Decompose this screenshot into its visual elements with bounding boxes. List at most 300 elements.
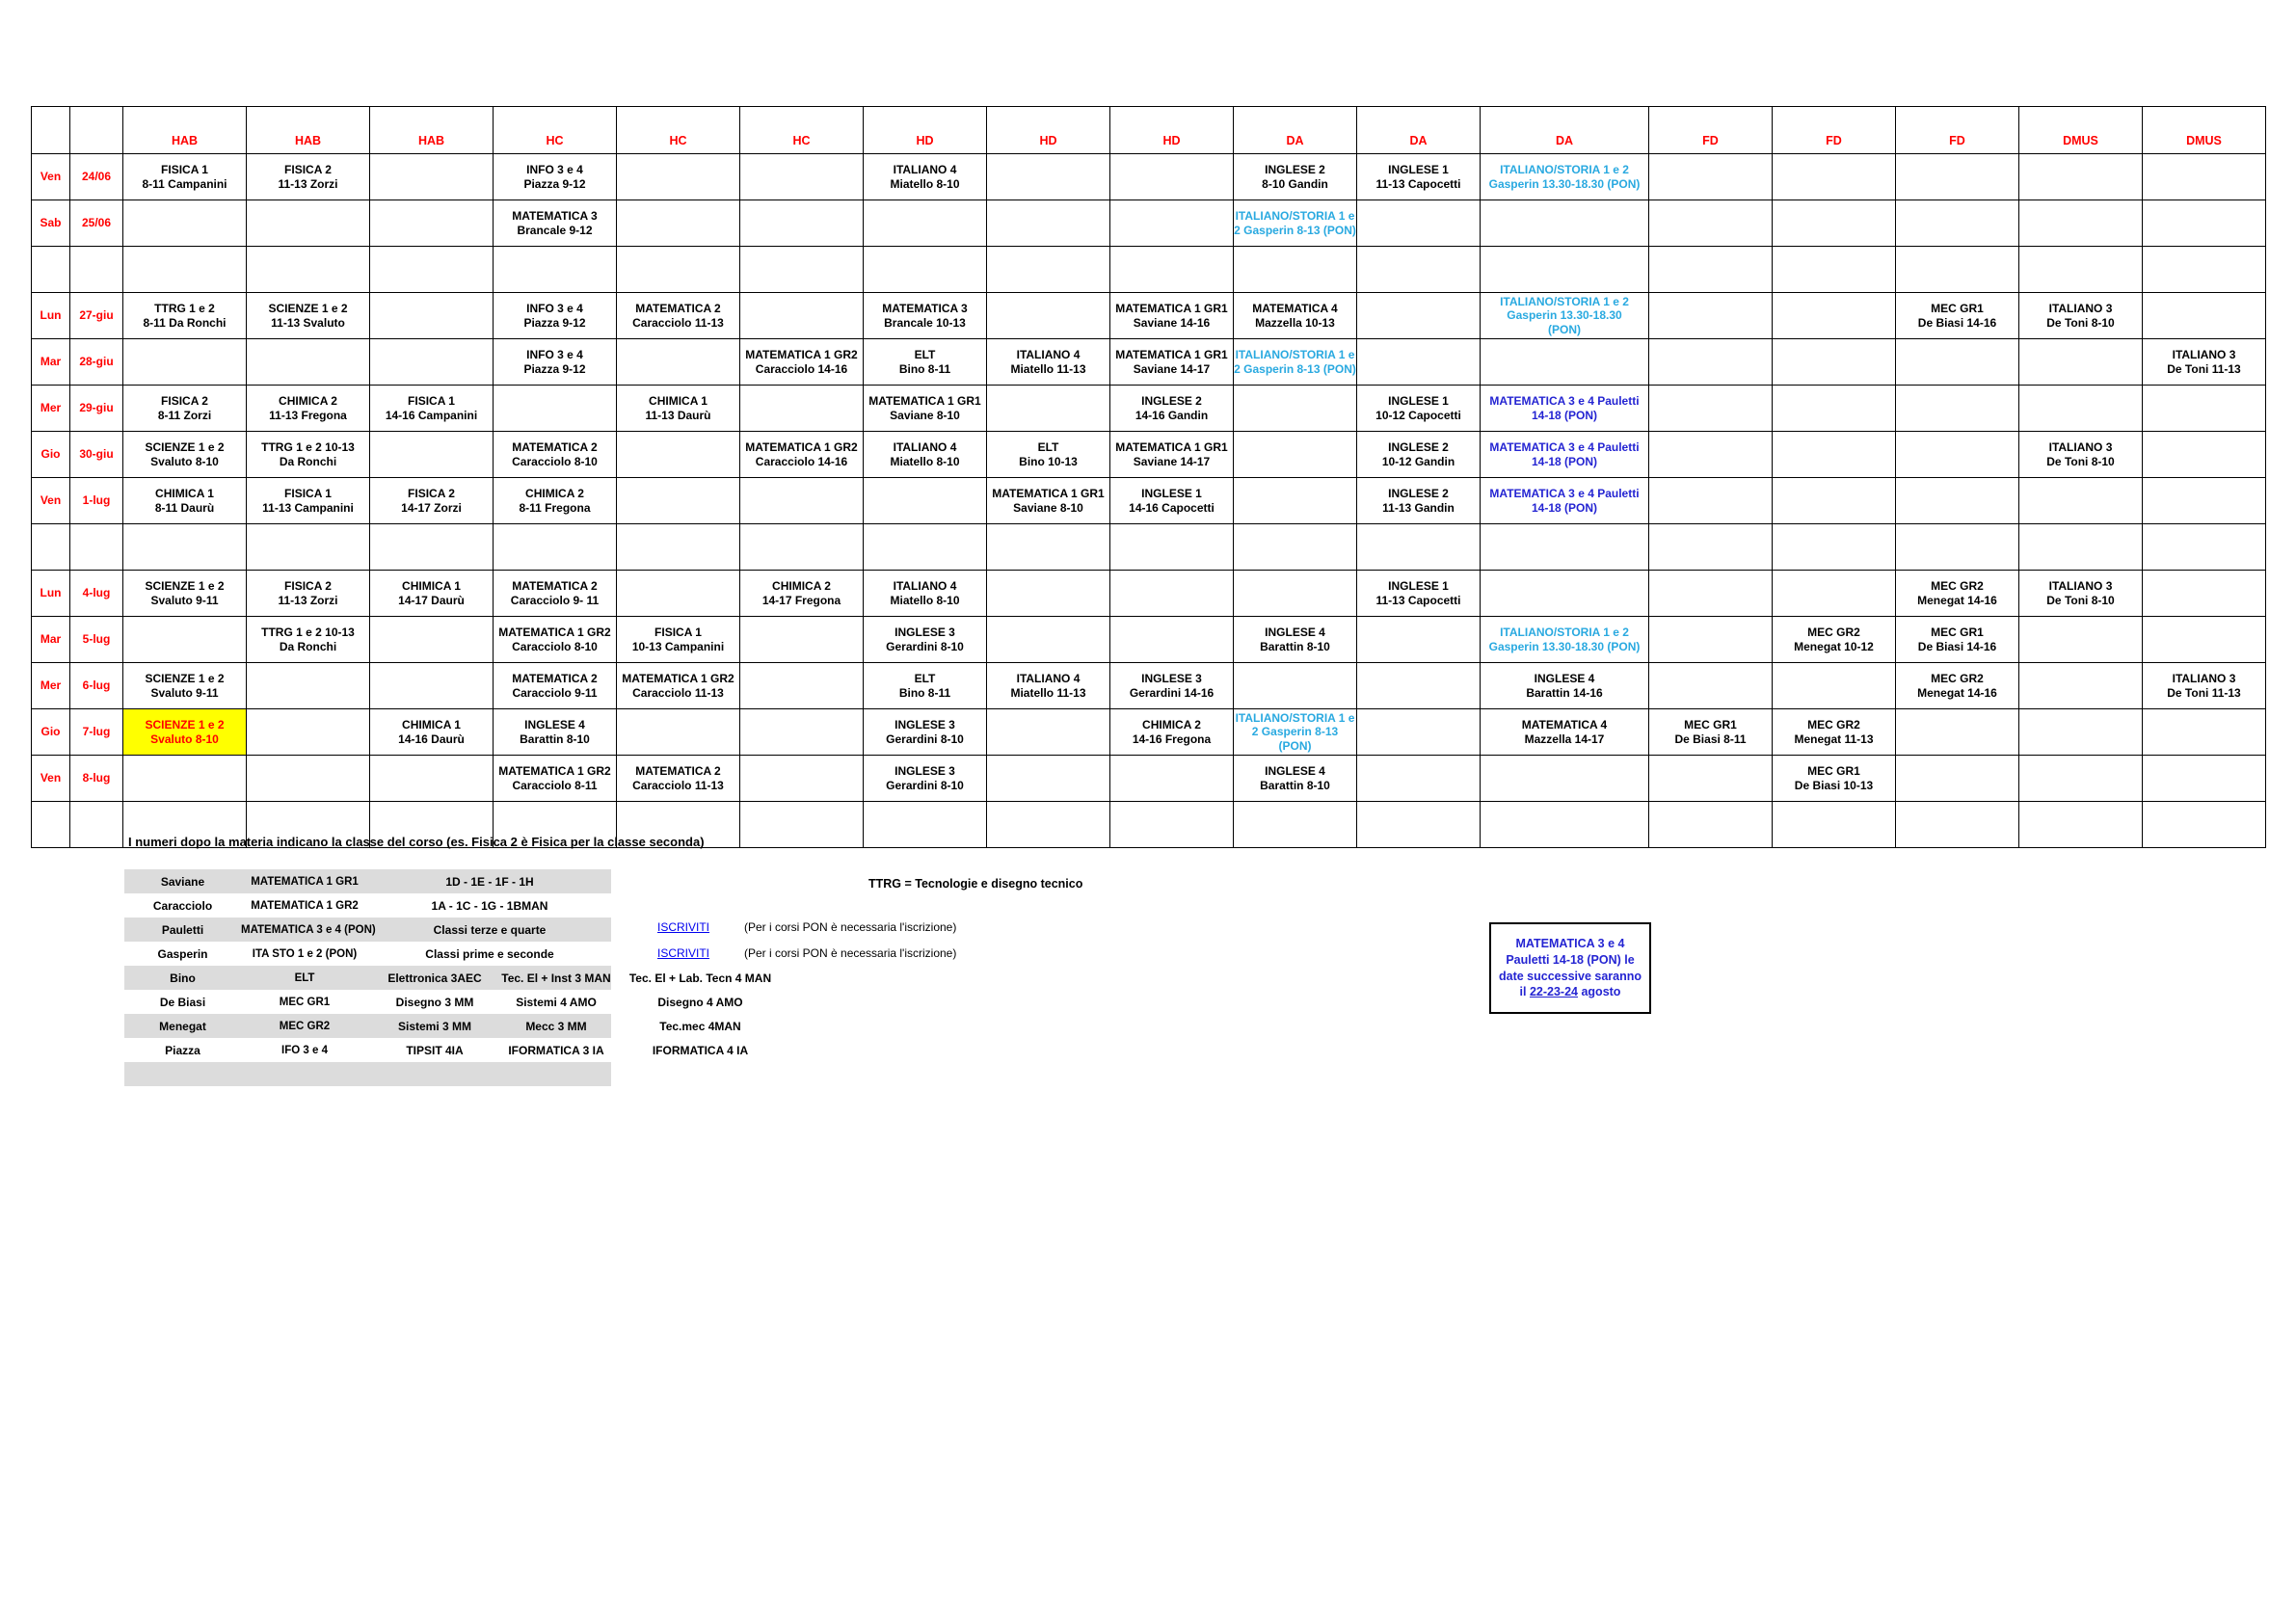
schedule-cell: SCIENZE 1 e 2 Svaluto 9-11 (123, 663, 247, 709)
row-date-label (70, 524, 123, 571)
schedule-cell (987, 571, 1110, 617)
corner-date (70, 107, 123, 154)
schedule-cell (617, 524, 740, 571)
legend-class-detail: Sistemi 3 MM (397, 1019, 472, 1033)
schedule-cell (987, 247, 1110, 293)
legend-row (124, 1038, 785, 1062)
legend-class-detail: Elettronica 3AEC (387, 971, 482, 985)
schedule-cell (1481, 524, 1649, 571)
schedule-cell: ITALIANO/STORIA 1 e 2 Gasperin 8-13 (PON) (1234, 709, 1357, 756)
schedule-cell (1896, 524, 2019, 571)
schedule-cell (1357, 802, 1481, 848)
schedule-cell: MEC GR2 Menegat 14-16 (1896, 571, 2019, 617)
schedule-cell: CHIMICA 2 8-11 Fregona (494, 478, 617, 524)
column-header: FD (1649, 107, 1773, 154)
schedule-cell (1357, 524, 1481, 571)
pon-registration-note: (Per i corsi PON è necessaria l'iscrizione) (744, 946, 957, 960)
legend-classes: Classi prime e seconde (425, 946, 554, 961)
schedule-cell (987, 386, 1110, 432)
schedule-cell: MEC GR1 De Biasi 14-16 (1896, 293, 2019, 339)
schedule-cell: CHIMICA 1 11-13 Daurù (617, 386, 740, 432)
schedule-cell: MATEMATICA 2 Caracciolo 8-10 (494, 432, 617, 478)
schedule-cell (987, 200, 1110, 247)
legend-teacher-name: De Biasi (159, 995, 206, 1009)
schedule-cell: ITALIANO 3 De Toni 8-10 (2019, 571, 2143, 617)
schedule-cell: MATEMATICA 2 Caracciolo 9- 11 (494, 571, 617, 617)
schedule-cell: MATEMATICA 1 GR2 Caracciolo 8-11 (494, 756, 617, 802)
schedule-cell: MATEMATICA 2 Caracciolo 11-13 (617, 756, 740, 802)
legend-course: ELT (294, 971, 315, 984)
iscriviti-link[interactable]: ISCRIVITI (657, 946, 710, 960)
schedule-cell (247, 339, 370, 386)
schedule-cell (864, 200, 987, 247)
schedule-row (32, 432, 2266, 478)
column-header: DA (1234, 107, 1357, 154)
schedule-cell (2143, 524, 2266, 571)
schedule-cell (2019, 524, 2143, 571)
legend-class-detail: Mecc 3 MM (525, 1019, 587, 1033)
schedule-cell: MATEMATICA 1 GR2 Caracciolo 8-10 (494, 617, 617, 663)
legend-classes: Classi terze e quarte (433, 922, 547, 937)
schedule-cell: INGLESE 4 Barattin 8-10 (1234, 756, 1357, 802)
column-header: HD (864, 107, 987, 154)
schedule-cell (1357, 756, 1481, 802)
schedule-cell: MATEMATICA 3 e 4 Pauletti 14-18 (PON) (1481, 386, 1649, 432)
schedule-cell (1649, 756, 1773, 802)
schedule-cell: MATEMATICA 1 GR2 Caracciolo 14-16 (740, 339, 864, 386)
schedule-cell (370, 200, 494, 247)
schedule-cell (2143, 756, 2266, 802)
schedule-cell (370, 756, 494, 802)
schedule-cell (1896, 247, 2019, 293)
schedule-cell (2143, 386, 2266, 432)
schedule-row (32, 524, 2266, 571)
column-header: DMUS (2143, 107, 2266, 154)
schedule-cell: INGLESE 2 11-13 Gandin (1357, 478, 1481, 524)
row-day-label: Sab (32, 200, 70, 247)
schedule-cell (1649, 617, 1773, 663)
schedule-cell (1649, 154, 1773, 200)
schedule-cell (2019, 709, 2143, 756)
iscriviti-row-1 (657, 920, 957, 934)
schedule-cell (987, 802, 1110, 848)
schedule-cell (740, 247, 864, 293)
schedule-cell (1481, 571, 1649, 617)
schedule-cell (2019, 247, 2143, 293)
legend-class-detail: IFORMATICA 4 IA (652, 1043, 749, 1057)
legend-class-detail: Tec. El + Inst 3 MAN (501, 971, 611, 985)
schedule-cell (2143, 571, 2266, 617)
schedule-cell: MATEMATICA 2 Caracciolo 9-11 (494, 663, 617, 709)
row-date-label: 24/06 (70, 154, 123, 200)
schedule-cell (1110, 524, 1234, 571)
schedule-row (32, 617, 2266, 663)
schedule-cell (2019, 339, 2143, 386)
schedule-row (32, 478, 2266, 524)
footnote: I numeri dopo la materia indicano la classe del corso (es. Fisica 2 è Fisica per la classe seconda) (128, 835, 705, 849)
column-header: FD (1896, 107, 2019, 154)
schedule-cell (1896, 200, 2019, 247)
pon-box-line: Pauletti 14-18 (PON) le (1506, 952, 1635, 967)
row-date-label: 5-lug (70, 617, 123, 663)
schedule-cell: FISICA 2 11-13 Zorzi (247, 571, 370, 617)
schedule-cell (1896, 432, 2019, 478)
schedule-cell: ITALIANO/STORIA 1 e 2 Gasperin 13.30-18.30 (PON) (1481, 293, 1649, 339)
schedule-cell (2019, 478, 2143, 524)
row-date-label: 28-giu (70, 339, 123, 386)
schedule-cell (247, 663, 370, 709)
schedule-cell: SCIENZE 1 e 2 Svaluto 8-10 (123, 432, 247, 478)
schedule-cell: FISICA 1 11-13 Campanini (247, 478, 370, 524)
schedule-cell: ITALIANO/STORIA 1 e 2 Gasperin 13.30-18.30 (PON) (1481, 617, 1649, 663)
schedule-cell: SCIENZE 1 e 2 Svaluto 8-10 (123, 709, 247, 756)
schedule-cell (1773, 478, 1896, 524)
schedule-cell (864, 802, 987, 848)
schedule-cell (1896, 339, 2019, 386)
schedule-cell (1234, 802, 1357, 848)
row-date-label: 8-lug (70, 756, 123, 802)
row-day-label: Mer (32, 663, 70, 709)
schedule-cell (1773, 293, 1896, 339)
column-header: DA (1357, 107, 1481, 154)
schedule-cell: CHIMICA 1 14-17 Daurù (370, 571, 494, 617)
schedule-cell (1234, 247, 1357, 293)
schedule-cell: MATEMATICA 1 GR1 Saviane 8-10 (864, 386, 987, 432)
schedule-cell: MATEMATICA 4 Mazzella 14-17 (1481, 709, 1649, 756)
schedule-cell (2143, 293, 2266, 339)
schedule-cell (123, 524, 247, 571)
schedule-cell (2019, 756, 2143, 802)
legend-class-detail: Disegno 3 MM (395, 995, 474, 1009)
schedule-cell (494, 247, 617, 293)
legend-course: MATEMATICA 1 GR2 (251, 899, 359, 912)
schedule-cell: CHIMICA 2 14-17 Fregona (740, 571, 864, 617)
schedule-cell (1357, 663, 1481, 709)
legend-classes: 1A - 1C - 1G - 1BMAN (431, 898, 548, 913)
schedule-cell: TTRG 1 e 2 10-13 Da Ronchi (247, 617, 370, 663)
schedule-cell (1649, 293, 1773, 339)
schedule-cell (864, 247, 987, 293)
iscriviti-row-2 (657, 946, 957, 960)
schedule-cell (123, 756, 247, 802)
schedule-cell (370, 339, 494, 386)
legend-teacher-name: Gasperin (157, 946, 208, 961)
schedule-cell (1357, 709, 1481, 756)
schedule-cell (740, 617, 864, 663)
schedule-header-row (32, 107, 2266, 154)
schedule-cell: ELT Bino 8-11 (864, 663, 987, 709)
schedule-cell (370, 524, 494, 571)
schedule-cell (123, 200, 247, 247)
schedule-cell (2143, 154, 2266, 200)
schedule-cell: MATEMATICA 3 e 4 Pauletti 14-18 (PON) (1481, 478, 1649, 524)
row-date-label (70, 802, 123, 848)
schedule-cell: SCIENZE 1 e 2 11-13 Svaluto (247, 293, 370, 339)
row-day-label (32, 524, 70, 571)
schedule-cell (740, 386, 864, 432)
schedule-cell (1649, 386, 1773, 432)
row-day-label: Mar (32, 339, 70, 386)
schedule-cell (864, 524, 987, 571)
schedule-cell (1896, 478, 2019, 524)
schedule-cell (494, 386, 617, 432)
schedule-cell (1110, 571, 1234, 617)
schedule-cell (2143, 432, 2266, 478)
row-date-label: 4-lug (70, 571, 123, 617)
row-date-label: 6-lug (70, 663, 123, 709)
schedule-cell (2019, 617, 2143, 663)
schedule-cell (1773, 571, 1896, 617)
schedule-cell (1773, 524, 1896, 571)
schedule-cell: MATEMATICA 3 Brancale 9-12 (494, 200, 617, 247)
legend-class-detail: Sistemi 4 AMO (516, 995, 597, 1009)
schedule-cell: INGLESE 1 14-16 Capocetti (1110, 478, 1234, 524)
schedule-cell: INGLESE 3 Gerardini 8-10 (864, 709, 987, 756)
schedule-cell (370, 432, 494, 478)
column-header: HD (987, 107, 1110, 154)
schedule-cell (1110, 617, 1234, 663)
row-date-label: 25/06 (70, 200, 123, 247)
schedule-cell: MATEMATICA 4 Mazzella 10-13 (1234, 293, 1357, 339)
schedule-cell (987, 709, 1110, 756)
schedule-cell (1481, 802, 1649, 848)
column-header: DMUS (2019, 107, 2143, 154)
schedule-row (32, 571, 2266, 617)
iscriviti-link[interactable]: ISCRIVITI (657, 920, 710, 934)
schedule-cell (2019, 663, 2143, 709)
schedule-row (32, 154, 2266, 200)
legend-teacher-name: Pauletti (161, 922, 204, 937)
schedule-cell: MATEMATICA 3 e 4 Pauletti 14-18 (PON) (1481, 432, 1649, 478)
schedule-cell: ITALIANO 3 De Toni 8-10 (2019, 293, 2143, 339)
schedule-cell (247, 247, 370, 293)
schedule-cell (1896, 386, 2019, 432)
schedule-row (32, 200, 2266, 247)
schedule-cell (1649, 524, 1773, 571)
schedule-cell (1234, 478, 1357, 524)
legend-course: MEC GR1 (279, 996, 331, 1008)
schedule-cell: CHIMICA 2 14-16 Fregona (1110, 709, 1234, 756)
schedule-cell: ITALIANO/STORIA 1 e 2 Gasperin 13.30-18.30 (PON) (1481, 154, 1649, 200)
schedule-cell (1357, 247, 1481, 293)
schedule-cell (740, 293, 864, 339)
row-date-label: 27-giu (70, 293, 123, 339)
pon-box-dates: 22-23-24 (1529, 985, 1578, 999)
schedule-cell: MEC GR2 Menegat 14-16 (1896, 663, 2019, 709)
schedule-cell (2143, 709, 2266, 756)
legend-class-detail: Tec. El + Lab. Tecn 4 MAN (628, 971, 772, 985)
legend-teacher-name: Menegat (159, 1019, 206, 1033)
schedule-cell (1649, 663, 1773, 709)
row-day-label: Gio (32, 432, 70, 478)
schedule-cell (987, 154, 1110, 200)
schedule-cell: ITALIANO 3 De Toni 11-13 (2143, 339, 2266, 386)
row-day-label: Lun (32, 571, 70, 617)
column-header: HC (740, 107, 864, 154)
schedule-cell (370, 663, 494, 709)
schedule-cell: FISICA 2 14-17 Zorzi (370, 478, 494, 524)
schedule-cell (123, 617, 247, 663)
schedule-cell (617, 432, 740, 478)
corner-day (32, 107, 70, 154)
schedule-cell (1773, 247, 1896, 293)
schedule-cell: ITALIANO 4 Miatello 11-13 (987, 663, 1110, 709)
legend-teacher-name: Bino (170, 971, 196, 985)
schedule-cell (2019, 802, 2143, 848)
schedule-cell: ITALIANO 3 De Toni 8-10 (2019, 432, 2143, 478)
schedule-cell: INGLESE 2 8-10 Gandin (1234, 154, 1357, 200)
schedule-cell (2019, 154, 2143, 200)
schedule-cell (740, 802, 864, 848)
column-header: HC (494, 107, 617, 154)
legend-course: ITA STO 1 e 2 (PON) (252, 947, 358, 960)
column-header: HAB (247, 107, 370, 154)
schedule-cell: CHIMICA 1 14-16 Daurù (370, 709, 494, 756)
schedule-cell (1234, 571, 1357, 617)
schedule-cell: FISICA 1 10-13 Campanini (617, 617, 740, 663)
schedule-cell: MATEMATICA 3 Brancale 10-13 (864, 293, 987, 339)
row-date-label (70, 247, 123, 293)
row-day-label: Gio (32, 709, 70, 756)
schedule-cell (1110, 756, 1234, 802)
schedule-cell (617, 154, 740, 200)
schedule-cell: INFO 3 e 4 Piazza 9-12 (494, 154, 617, 200)
schedule-cell: MEC GR2 Menegat 10-12 (1773, 617, 1896, 663)
legend-class-detail: Disegno 4 AMO (657, 995, 743, 1009)
schedule-cell (987, 756, 1110, 802)
row-day-label: Ven (32, 478, 70, 524)
schedule-cell (2143, 617, 2266, 663)
schedule-cell (740, 154, 864, 200)
schedule-cell: INFO 3 e 4 Piazza 9-12 (494, 293, 617, 339)
legend-row (124, 869, 785, 893)
row-day-label: Mar (32, 617, 70, 663)
schedule-cell (1234, 663, 1357, 709)
pon-box-line: MATEMATICA 3 e 4 (1515, 936, 1625, 950)
schedule-cell (1357, 339, 1481, 386)
schedule-row (32, 339, 2266, 386)
schedule-cell (247, 524, 370, 571)
schedule-cell (1357, 293, 1481, 339)
schedule-cell (370, 154, 494, 200)
column-header: HD (1110, 107, 1234, 154)
schedule-cell (1649, 339, 1773, 386)
schedule-cell (1110, 247, 1234, 293)
schedule-cell: MEC GR1 De Biasi 10-13 (1773, 756, 1896, 802)
legend-row (124, 966, 785, 990)
schedule-cell (1481, 200, 1649, 247)
schedule-cell (617, 247, 740, 293)
schedule-cell (987, 524, 1110, 571)
schedule-cell (370, 617, 494, 663)
schedule-cell (1649, 200, 1773, 247)
legend-course: MATEMATICA 3 e 4 (PON) (241, 923, 376, 936)
column-header: HC (617, 107, 740, 154)
legend-course: IFO 3 e 4 (281, 1044, 328, 1056)
schedule-cell (1649, 478, 1773, 524)
schedule-cell: ITALIANO/STORIA 1 e 2 Gasperin 8-13 (PON) (1234, 200, 1357, 247)
schedule-cell (247, 756, 370, 802)
schedule-cell: MATEMATICA 1 GR1 Saviane 14-16 (1110, 293, 1234, 339)
schedule-cell (2019, 200, 2143, 247)
schedule-cell (1896, 709, 2019, 756)
schedule-cell (494, 524, 617, 571)
schedule-cell: ITALIANO 3 De Toni 11-13 (2143, 663, 2266, 709)
schedule-cell (1896, 802, 2019, 848)
row-date-label: 30-giu (70, 432, 123, 478)
schedule-cell: SCIENZE 1 e 2 Svaluto 9-11 (123, 571, 247, 617)
row-date-label: 1-lug (70, 478, 123, 524)
schedule-cell (987, 617, 1110, 663)
schedule-cell (370, 247, 494, 293)
legend-teacher-name: Saviane (160, 874, 205, 889)
schedule-cell: INGLESE 1 11-13 Capocetti (1357, 154, 1481, 200)
schedule-cell: ITALIANO 4 Miatello 8-10 (864, 571, 987, 617)
schedule-cell (740, 524, 864, 571)
schedule-cell: ITALIANO 4 Miatello 11-13 (987, 339, 1110, 386)
column-header: FD (1773, 107, 1896, 154)
pon-box-line: date successive saranno (1499, 969, 1642, 983)
schedule-cell: ITALIANO/STORIA 1 e 2 Gasperin 8-13 (PON) (1234, 339, 1357, 386)
schedule-cell (1357, 200, 1481, 247)
schedule-cell: MEC GR1 De Biasi 8-11 (1649, 709, 1773, 756)
schedule-cell (740, 663, 864, 709)
schedule-cell: INGLESE 3 Gerardini 8-10 (864, 756, 987, 802)
schedule-cell: MATEMATICA 1 GR1 Saviane 14-17 (1110, 432, 1234, 478)
schedule-cell (1649, 802, 1773, 848)
schedule-cell: INGLESE 4 Barattin 14-16 (1481, 663, 1649, 709)
legend-class-detail: IFORMATICA 3 IA (508, 1043, 604, 1057)
schedule-cell: TTRG 1 e 2 8-11 Da Ronchi (123, 293, 247, 339)
legend-teacher-name: Piazza (165, 1043, 200, 1057)
row-day-label: Ven (32, 154, 70, 200)
schedule-cell: INGLESE 1 11-13 Capocetti (1357, 571, 1481, 617)
schedule-cell: MATEMATICA 1 GR2 Caracciolo 14-16 (740, 432, 864, 478)
row-day-label (32, 247, 70, 293)
schedule-cell (617, 478, 740, 524)
schedule-cell: CHIMICA 2 11-13 Fregona (247, 386, 370, 432)
schedule-cell (740, 200, 864, 247)
legend-course: MATEMATICA 1 GR1 (251, 875, 359, 888)
schedule-cell: MEC GR2 Menegat 11-13 (1773, 709, 1896, 756)
schedule-cell: MATEMATICA 2 Caracciolo 11-13 (617, 293, 740, 339)
schedule-cell (2143, 247, 2266, 293)
legend-class-detail: TIPSIT 4IA (406, 1043, 464, 1057)
legend-row (124, 893, 785, 918)
schedule-cell (740, 478, 864, 524)
schedule-row (32, 247, 2266, 293)
legend-row (124, 1062, 785, 1086)
schedule-cell (1110, 200, 1234, 247)
pon-box-line: il 22-23-24 agosto (1519, 985, 1621, 999)
column-header: HAB (123, 107, 247, 154)
schedule-row (32, 756, 2266, 802)
schedule-row (32, 709, 2266, 756)
schedule-cell (1357, 617, 1481, 663)
schedule-cell (370, 293, 494, 339)
schedule-cell: CHIMICA 1 8-11 Daurù (123, 478, 247, 524)
schedule-cell (1773, 339, 1896, 386)
pon-registration-note: (Per i corsi PON è necessaria l'iscrizione) (744, 920, 957, 934)
schedule-cell: MATEMATICA 1 GR2 Caracciolo 11-13 (617, 663, 740, 709)
schedule-cell (1773, 802, 1896, 848)
schedule-cell: ELT Bino 10-13 (987, 432, 1110, 478)
schedule-cell (1110, 802, 1234, 848)
schedule-cell (740, 756, 864, 802)
schedule-cell (1234, 432, 1357, 478)
schedule-cell (2143, 478, 2266, 524)
schedule-cell: INGLESE 4 Barattin 8-10 (1234, 617, 1357, 663)
